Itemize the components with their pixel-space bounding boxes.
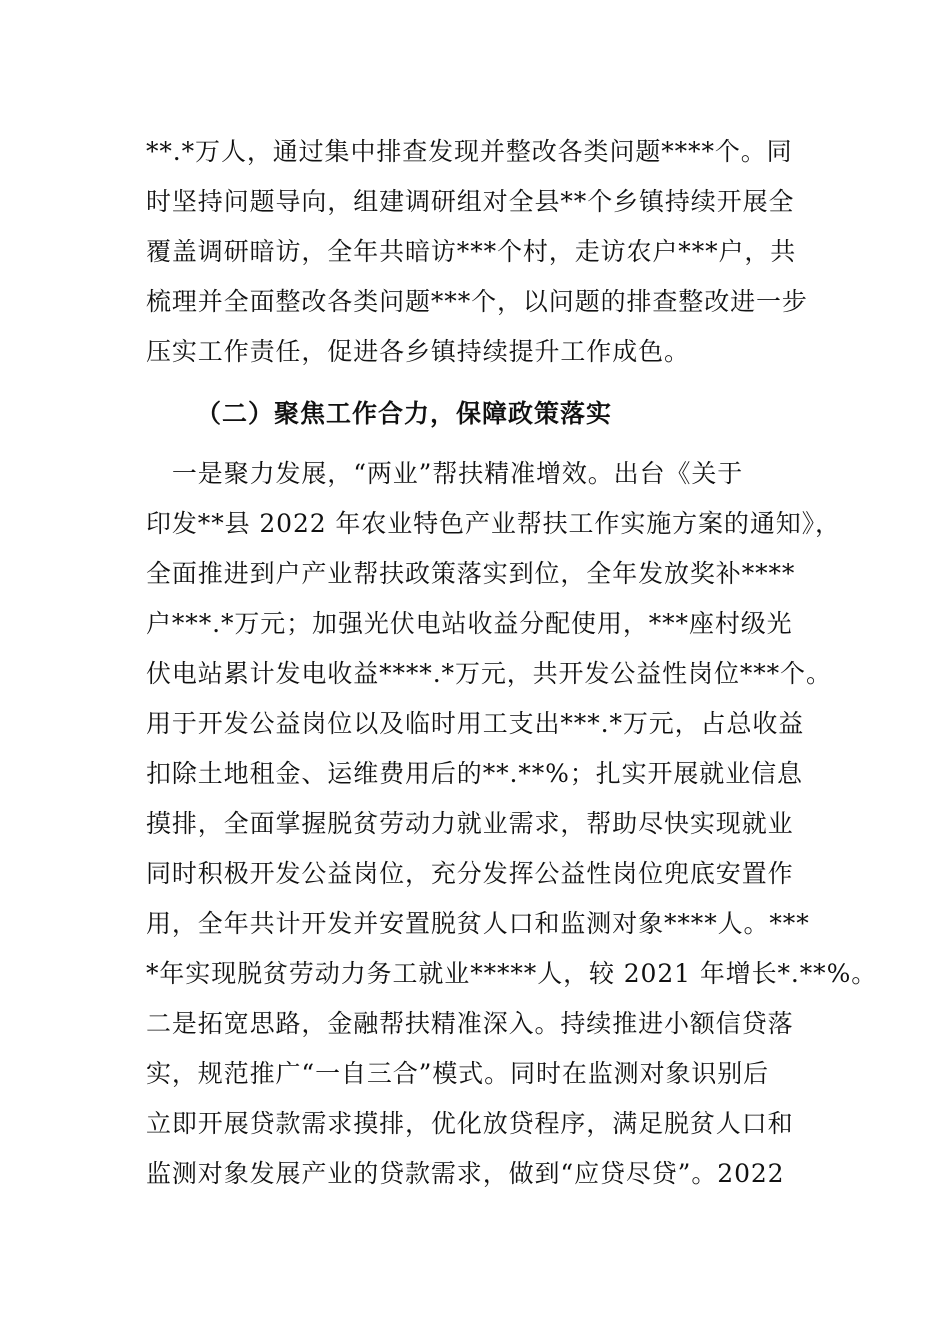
paragraph-line: 压实工作责任，促进各乡镇持续提升工作成色。: [146, 337, 690, 366]
paragraph-line: 伏电站累计发电收益****.*万元，共开发公益性岗位***个。: [146, 659, 832, 688]
paragraph-line: 用，全年共计开发并安置脱贫人口和监测对象****人。***: [146, 909, 810, 938]
paragraph-line: 印发**县 2022 年农业特色产业帮扶工作实施方案的通知》，: [146, 509, 841, 538]
paragraph-line: *年实现脱贫劳动力务工就业*****人，较 2021 年增长*.**%。: [146, 959, 878, 988]
paragraph-line: 全面推进到户产业帮扶政策落实到位，全年发放奖补****: [146, 559, 796, 588]
paragraph-line: 同时积极开发公益岗位，充分发挥公益性岗位兜底安置作: [146, 859, 794, 888]
paragraph-line: 用于开发公益岗位以及临时用工支出***.*万元，占总收益: [146, 709, 805, 738]
section-heading: （二）聚焦工作合力，保障政策落实: [196, 399, 613, 428]
paragraph-line: 户***.*万元；加强光伏电站收益分配使用，***座村级光: [146, 609, 793, 638]
paragraph-line: 梳理并全面整改各类问题***个，以问题的排查整改进一步: [146, 287, 808, 316]
paragraph-line: 摸排，全面掌握脱贫劳动力就业需求，帮助尽快实现就业: [146, 809, 794, 838]
paragraph-line: 立即开展贷款需求摸排，优化放贷程序，满足脱贫人口和: [146, 1109, 794, 1138]
paragraph-line: 实，规范推广“一自三合”模式。同时在监测对象识别后: [146, 1059, 770, 1088]
paragraph-line: 监测对象发展产业的贷款需求，做到“应贷尽贷”。2022: [146, 1159, 785, 1188]
paragraph-line: 二是拓宽思路，金融帮扶精准深入。持续推进小额信贷落: [146, 1009, 794, 1038]
paragraph-line: **.*万人，通过集中排查发现并整改各类问题****个。同: [146, 137, 793, 166]
paragraph-line: 覆盖调研暗访，全年共暗访***个村，走访农户***户，共: [146, 237, 797, 266]
paragraph-line: 扣除土地租金、运维费用后的**.**%；扎实开展就业信息: [146, 759, 803, 788]
paragraph-line: 一是聚力发展，“两业”帮扶精准增效。出台《关于: [146, 459, 744, 488]
paragraph-line: 时坚持问题导向，组建调研组对全县**个乡镇持续开展全: [146, 187, 795, 216]
